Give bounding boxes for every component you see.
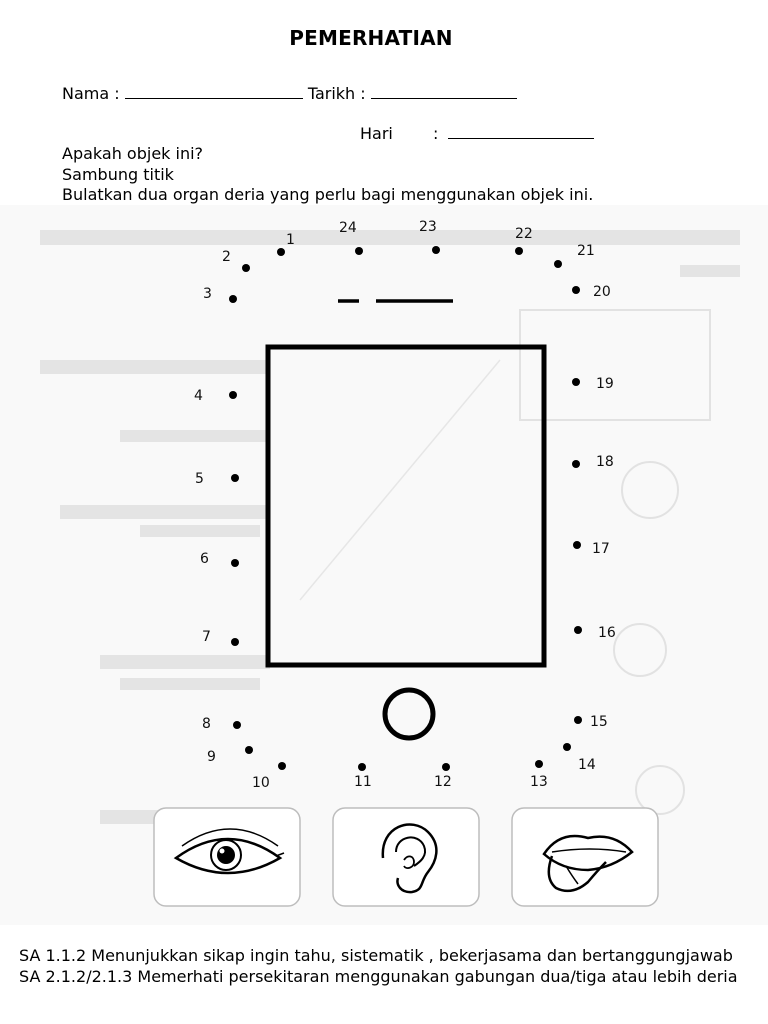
- dot-10[interactable]: [278, 762, 286, 770]
- dot-15[interactable]: [574, 716, 582, 724]
- dot-label: 22: [515, 226, 533, 242]
- footer-standards: [19, 946, 759, 987]
- dot-label: 9: [207, 749, 216, 765]
- dot-4[interactable]: [229, 391, 237, 399]
- dot-14[interactable]: [563, 743, 571, 751]
- dot-label: 1: [286, 232, 295, 248]
- dot-label: 20: [593, 284, 611, 300]
- dot-3[interactable]: [229, 295, 237, 303]
- date-label: Tarikh :: [307, 84, 366, 103]
- instruction-circle-organs: Bulatkan dua organ deria yang perlu bagi menggunakan objek ini.: [62, 185, 594, 204]
- dot-label: 18: [596, 454, 614, 470]
- dot-label: 13: [530, 774, 548, 790]
- dot-label: 6: [200, 551, 209, 567]
- dot-12[interactable]: [442, 763, 450, 771]
- eye-option[interactable]: [154, 808, 300, 906]
- dot-18[interactable]: [572, 460, 580, 468]
- day-colon: :: [433, 124, 439, 143]
- dot-16[interactable]: [574, 626, 582, 634]
- dot-label: 19: [596, 376, 614, 392]
- dot-label: 23: [419, 219, 437, 235]
- standard-1: SA 1.1.2 Menunjukkan sikap ingin tahu, sistematik , bekerjasama dan bertanggungjawab: [19, 946, 733, 965]
- dot-5[interactable]: [231, 474, 239, 482]
- name-label: Nama :: [62, 84, 120, 103]
- dot-23[interactable]: [432, 246, 440, 254]
- dot-label: 10: [252, 775, 270, 791]
- dot-label: 3: [203, 286, 212, 302]
- dot-17[interactable]: [573, 541, 581, 549]
- dot-label: 24: [339, 220, 357, 236]
- instructions: [62, 144, 593, 206]
- instruction-question: Apakah objek ini?: [62, 144, 204, 163]
- standard-2: SA 2.1.2/2.1.3 Memerhati persekitaran menggunakan gabungan dua/tiga atau lebih deria: [19, 966, 738, 986]
- dot-13[interactable]: [535, 760, 543, 768]
- worksheet-image: [0, 205, 768, 925]
- dot-19[interactable]: [572, 378, 580, 386]
- dot-label: 21: [577, 243, 595, 259]
- dot-1[interactable]: [277, 248, 285, 256]
- ear-option[interactable]: [333, 808, 479, 906]
- dot-label: 8: [202, 716, 211, 732]
- name-date-row: [62, 84, 517, 103]
- dot-label: 12: [434, 774, 452, 790]
- page-title: PEMERHATIAN: [289, 26, 453, 50]
- dot-21[interactable]: [554, 260, 562, 268]
- dot-24[interactable]: [355, 247, 363, 255]
- dot-label: 11: [354, 774, 372, 790]
- dot-8[interactable]: [233, 721, 241, 729]
- mouth-option[interactable]: [512, 808, 658, 906]
- dot-7[interactable]: [231, 638, 239, 646]
- dot-20[interactable]: [572, 286, 580, 294]
- dot-label: 17: [592, 541, 610, 557]
- dot-label: 5: [195, 471, 204, 487]
- dot-label: 16: [598, 625, 616, 641]
- dot-label: 7: [202, 629, 211, 645]
- dot-6[interactable]: [231, 559, 239, 567]
- day-row: [360, 124, 594, 143]
- name-field[interactable]: [125, 84, 303, 99]
- dot-9[interactable]: [245, 746, 253, 754]
- instruction-connect-dots: Sambung titik: [62, 164, 174, 184]
- dot-22[interactable]: [515, 247, 523, 255]
- dot-label: 4: [194, 388, 203, 404]
- dot-label: 2: [222, 249, 231, 265]
- date-field[interactable]: [371, 84, 517, 99]
- dot-2[interactable]: [242, 264, 250, 272]
- day-label: Hari: [360, 124, 393, 143]
- dot-label: 15: [590, 714, 608, 730]
- dot-11[interactable]: [358, 763, 366, 771]
- day-field[interactable]: [448, 124, 594, 139]
- dot-label: 14: [578, 757, 596, 773]
